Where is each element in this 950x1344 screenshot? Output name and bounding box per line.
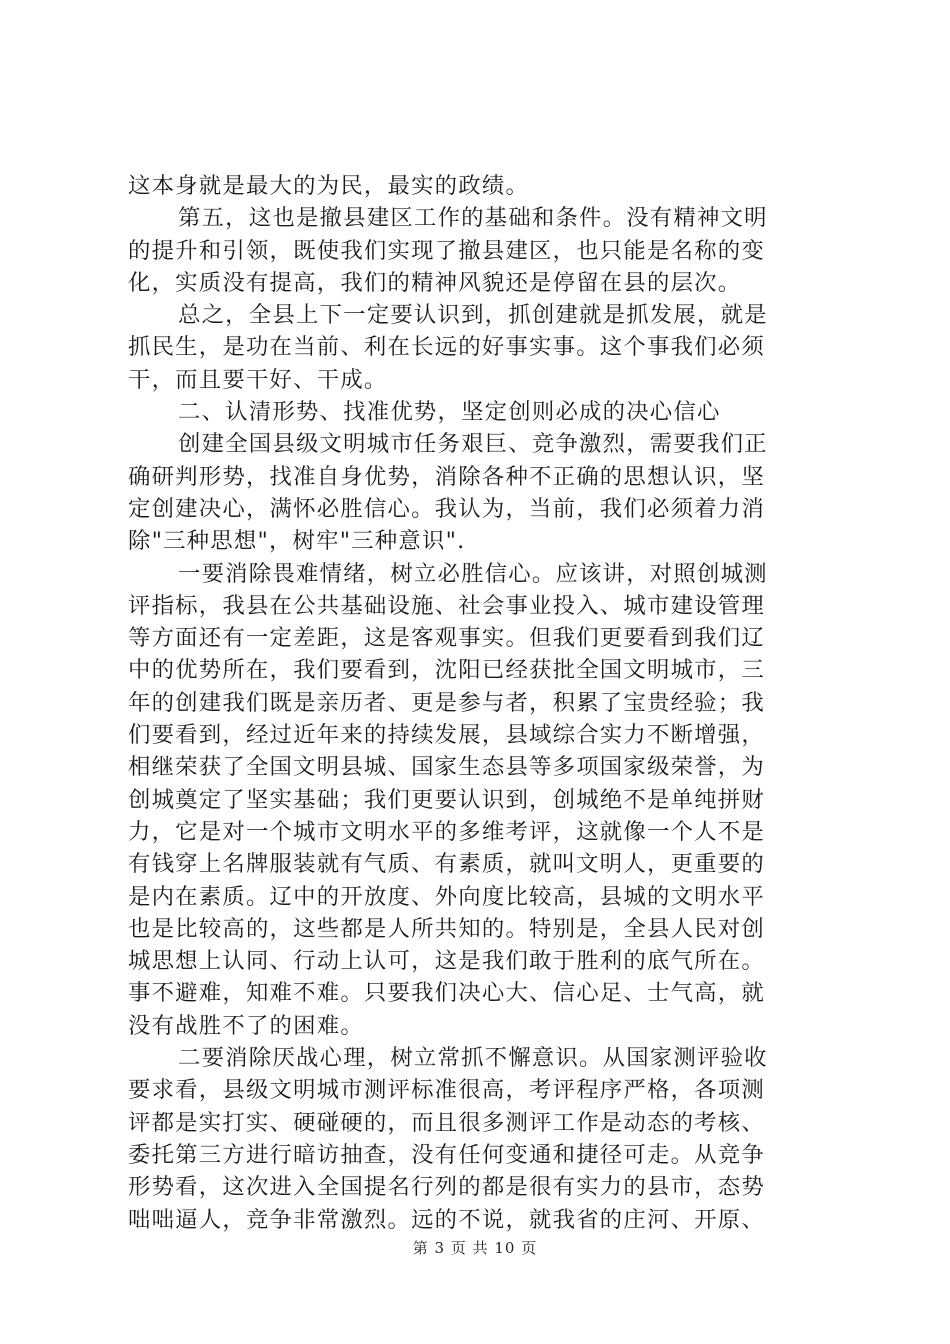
text-line: 咄咄逼人，竞争非常激烈。远的不说，就我省的庄河、开原、 bbox=[128, 1206, 765, 1233]
text-line: 城思想上认同、行动上认可，这是我们敢于胜利的底气所在。 bbox=[128, 948, 765, 975]
text-line: 干，而且要干好、干成。 bbox=[128, 366, 388, 393]
text-line: 总之，全县上下一定要认识到，抓创建就是抓发展，就是 bbox=[178, 302, 768, 329]
text-line: 力，它是对一个城市文明水平的多维考评，这就像一个人不是 bbox=[128, 818, 765, 845]
text-line: 中的优势所在，我们要看到，沈阳已经获批全国文明城市，三 bbox=[128, 657, 765, 684]
text-line: 这本身就是最大的为民，最实的政绩。 bbox=[128, 173, 530, 199]
text-line: 没有战胜不了的困难。 bbox=[128, 1012, 364, 1039]
text-line: 一要消除畏难情绪，树立必胜信心。应该讲，对照创城测 bbox=[178, 560, 768, 587]
text-line: 第五，这也是撤县建区工作的基础和条件。没有精神文明 bbox=[178, 205, 768, 232]
text-line: 们要看到，经过近年来的持续发展，县域综合实力不断增强， bbox=[128, 722, 765, 749]
document-body bbox=[128, 170, 838, 1236]
text-line: 评都是实打实、硬碰硬的，而且很多测评工作是动态的考核、 bbox=[128, 1109, 765, 1136]
text-line: 定创建决心，满怀必胜信心。我认为，当前，我们必须着力消 bbox=[128, 495, 765, 522]
text-line: 相继荣获了全国文明县城、国家生态县等多项国家级荣誉，为 bbox=[128, 754, 765, 781]
text-line: 抓民生，是功在当前、利在长远的好事实事。这个事我们必须 bbox=[128, 334, 765, 361]
text-line: 评指标，我县在公共基础设施、社会事业投入、城市建设管理 bbox=[128, 592, 765, 619]
text-line: 创建全国县级文明城市任务艰巨、竞争激烈，需要我们正 bbox=[178, 431, 768, 458]
text-line: 年的创建我们既是亲历者、更是参与者，积累了宝贵经验；我 bbox=[128, 689, 765, 716]
text-line: 也是比较高的，这些都是人所共知的。特别是，全县人民对创 bbox=[128, 915, 765, 942]
text-line: 二、认清形势、找准优势，坚定创则必成的决心信心 bbox=[178, 399, 721, 426]
text-line: 是内在素质。辽中的开放度、外向度比较高，县城的文明水平 bbox=[128, 883, 765, 910]
page-footer: 第 3 页 共 10 页 bbox=[412, 1239, 538, 1257]
text-line: 要求看，县级文明城市测评标准很高，考评程序严格，各项测 bbox=[128, 1077, 765, 1104]
text-line: 的提升和引领，既使我们实现了撤县建区，也只能是名称的变 bbox=[128, 237, 765, 264]
text-line: 等方面还有一定差距，这是客观事实。但我们更要看到我们辽 bbox=[128, 625, 765, 652]
text-line: 委托第三方进行暗访抽查，没有任何变通和捷径可走。从竞争 bbox=[128, 1141, 765, 1168]
text-line: 形势看，这次进入全国提名行列的都是很有实力的县市，态势 bbox=[128, 1174, 765, 1201]
text-line: 有钱穿上名牌服装就有气质、有素质，就叫文明人，更重要的 bbox=[128, 851, 765, 878]
text-line: 二要消除厌战心理，树立常抓不懈意识。从国家测评验收 bbox=[178, 1045, 768, 1072]
text-line: 创城奠定了坚实基础；我们更要认识到，创城绝不是单纯拼财 bbox=[128, 786, 765, 813]
text-line: 化，实质没有提高，我们的精神风貌还是停留在县的层次。 bbox=[128, 269, 742, 296]
text-line: 确研判形势，找准自身优势，消除各种不正确的思想认识，坚 bbox=[128, 463, 765, 490]
text-line: 事不避难，知难不难。只要我们决心大、信心足、士气高，就 bbox=[128, 980, 765, 1007]
text-line: 除"三种思想"，树牢"三种意识". bbox=[128, 528, 466, 555]
